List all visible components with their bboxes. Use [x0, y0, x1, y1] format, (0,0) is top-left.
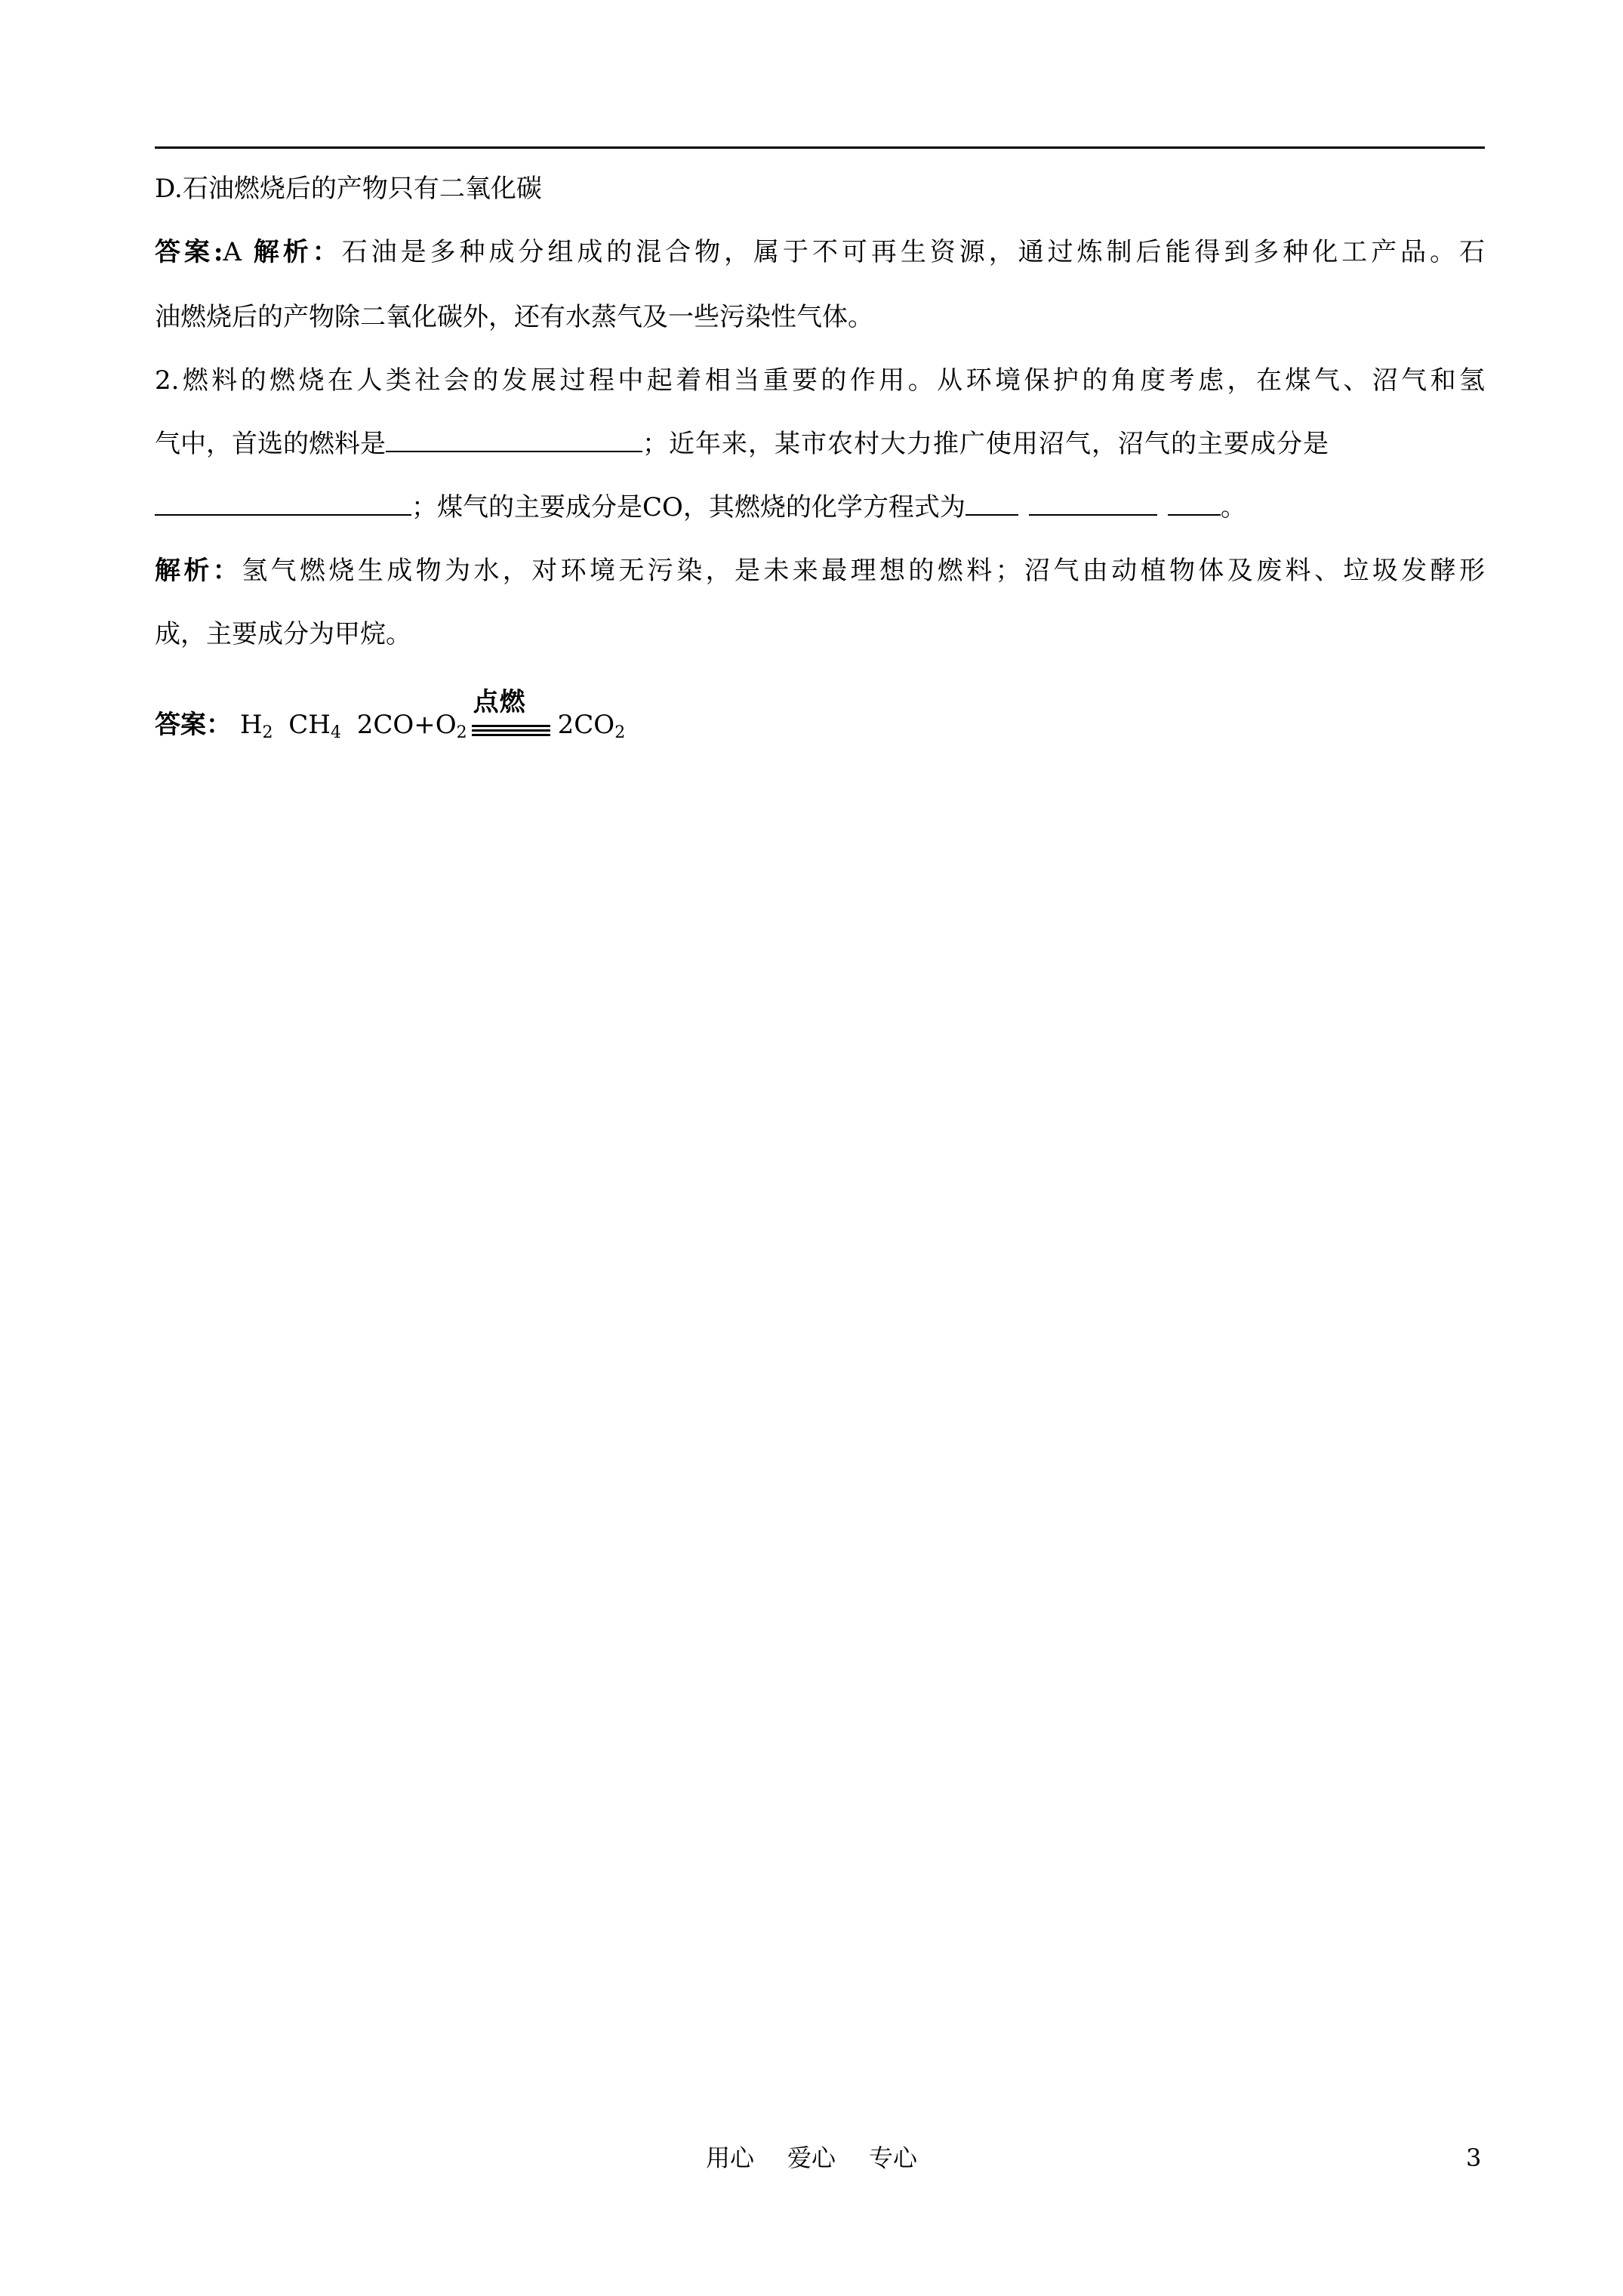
- footer-motto-2: 爱心: [787, 2143, 836, 2172]
- q2-analysis-label: 解析：: [155, 556, 242, 586]
- q2-answer-line: [155, 687, 1485, 742]
- answer-blank-3a[interactable]: [965, 492, 1018, 516]
- option-d-text: D.石油燃烧后的产物只有二氧化碳: [155, 174, 542, 204]
- formula-h2-main: H: [239, 710, 263, 740]
- formula-h2-sub: 2: [262, 723, 273, 742]
- answer-label: 答案:: [155, 237, 223, 267]
- formula-h2: [240, 710, 273, 740]
- formula-product-main: 2CO: [557, 710, 615, 740]
- q2-text-1: 2.燃料的燃烧在人类社会的发展过程中起着相当重要的作用。从环境保护的角度考虑，在煤气、沼气和氢: [155, 365, 1485, 396]
- q1-answer-line-1: [155, 236, 1485, 269]
- footer-motto-3: 专心: [869, 2143, 918, 2172]
- reaction-condition-arrow: [467, 687, 558, 741]
- reaction-condition: 点燃: [473, 687, 526, 717]
- q2-line-2: [155, 427, 1485, 461]
- answer-blank-2[interactable]: [155, 492, 411, 516]
- analysis-text-2: 油燃烧后的产物除二氧化碳外，还有水蒸气及一些污染性气体。: [155, 302, 873, 332]
- answer-blank-3c[interactable]: [1168, 492, 1221, 516]
- header-rule: [155, 146, 1485, 149]
- q2-text-2a: 气中，首选的燃料是: [155, 429, 386, 459]
- footer-motto: [0, 2143, 1623, 2173]
- answer-blank-1[interactable]: [386, 428, 642, 452]
- q2-text-3a: ；煤气的主要成分是CO，其燃烧的化学方程式为: [411, 492, 965, 522]
- q1-answer-line-2: [155, 300, 1485, 334]
- formula-ch4: [288, 710, 341, 740]
- formula-product-sub: 2: [614, 723, 626, 742]
- option-d: [155, 172, 1485, 205]
- q2-analysis-text-1: 氢气燃烧生成物为水，对环境无污染，是未来最理想的燃料；沼气由动植物体及废料、垃圾发酵形: [242, 556, 1485, 586]
- q2-analysis-line-1: [155, 554, 1485, 587]
- q2-analysis-text-2: 成，主要成分为甲烷。: [155, 619, 411, 649]
- q2-analysis-line-2: [155, 618, 1485, 651]
- page-number: 3: [1466, 2143, 1482, 2172]
- answer-value: A: [223, 237, 242, 267]
- formula-reactants: [357, 710, 467, 740]
- q2-answer-label: 答案：: [155, 710, 232, 740]
- q2-text-2b: ；近年来，某市农村大力推广使用沼气，沼气的主要成分是: [642, 429, 1329, 459]
- q2-text-3b: 。: [1220, 492, 1246, 522]
- q2-line-3: [155, 491, 1485, 524]
- answer-blank-3b[interactable]: [1029, 492, 1157, 516]
- formula-ch4-main: CH: [288, 710, 331, 740]
- formula-reactants-main: 2CO+O: [356, 710, 457, 740]
- equals-sign-icon: [472, 725, 550, 735]
- footer-motto-1: 用心: [705, 2143, 754, 2172]
- formula-reactants-sub: 2: [456, 723, 467, 742]
- formula-ch4-sub: 4: [330, 723, 341, 742]
- q2-line-1: [155, 364, 1485, 397]
- formula-product: [558, 710, 626, 740]
- analysis-text-1: 石油是多种成分组成的混合物，属于不可再生资源，通过炼制后能得到多种化工产品。石: [341, 237, 1485, 267]
- analysis-label: 解析：: [253, 237, 342, 267]
